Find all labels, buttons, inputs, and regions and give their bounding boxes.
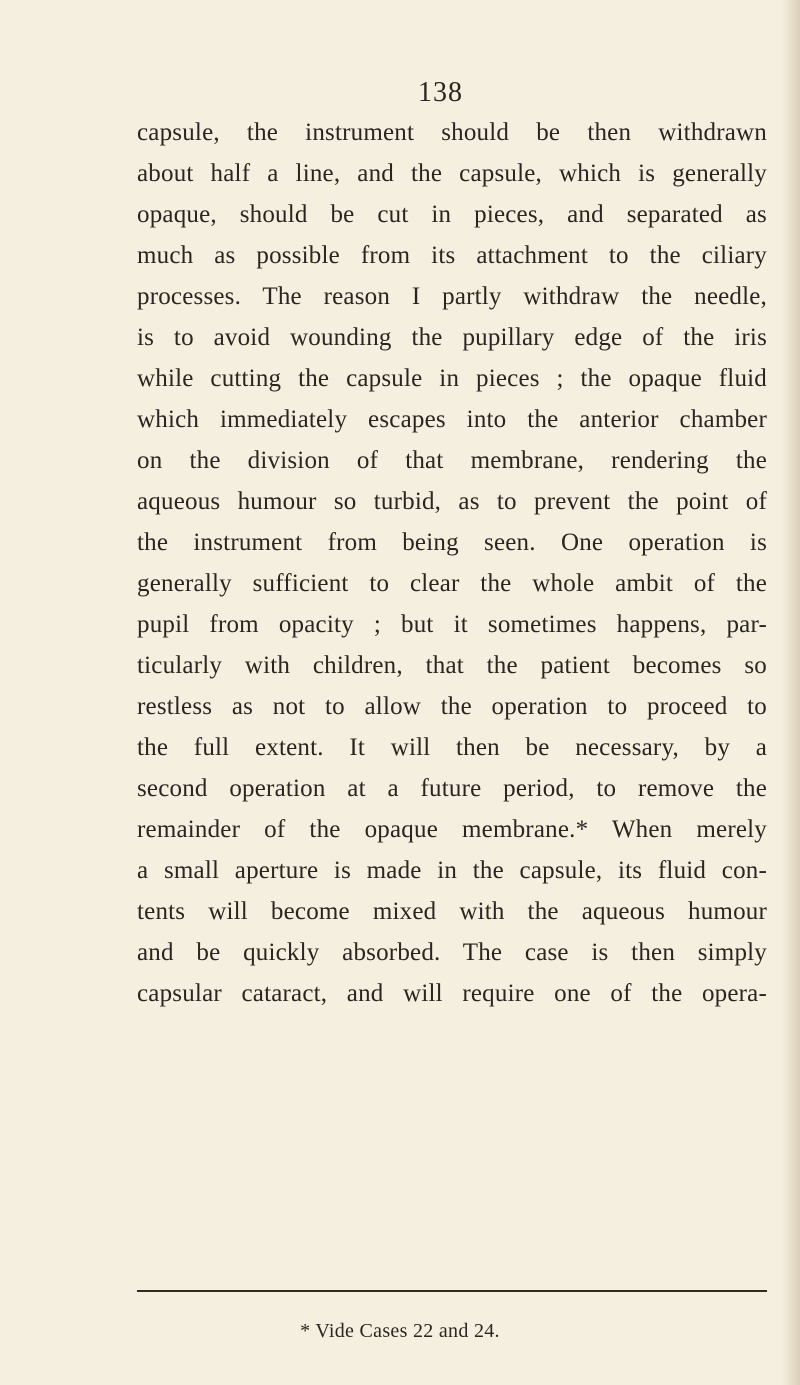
text-line: remainder of the opaque membrane.* When merely	[137, 816, 767, 843]
text-line: is to avoid wounding the pupillary edge of the iris	[137, 324, 767, 351]
text-line: opaque, should be cut in pieces, and separated as	[137, 201, 767, 228]
text-line: pupil from opacity ; but it sometimes happens, par-	[137, 611, 767, 638]
page-edge-shadow	[782, 0, 800, 1385]
text-line: capsular cataract, and will require one of the opera-	[137, 980, 767, 1007]
text-line: second operation at a future period, to remove the	[137, 775, 767, 802]
text-line: the full extent. It will then be necessary, by a	[137, 734, 767, 761]
text-line: about half a line, and the capsule, which is generally	[137, 160, 767, 187]
page-number: 138	[418, 77, 463, 108]
text-line: tents will become mixed with the aqueous humour	[137, 898, 767, 925]
text-line: which immediately escapes into the anterior chamber	[137, 406, 767, 433]
text-line: processes. The reason I partly withdraw the needle,	[137, 283, 767, 310]
text-line: much as possible from its attachment to the ciliary	[137, 242, 767, 269]
text-line: ticularly with children, that the patient becomes so	[137, 652, 767, 679]
text-line: a small aperture is made in the capsule, its fluid con-	[137, 857, 767, 884]
footnote-divider	[137, 1290, 767, 1292]
text-line: aqueous humour so turbid, as to prevent the point of	[137, 488, 767, 515]
text-line: while cutting the capsule in pieces ; the opaque fluid	[137, 365, 767, 392]
text-line: and be quickly absorbed. The case is then simply	[137, 939, 767, 966]
text-line: the instrument from being seen. One operation is	[137, 529, 767, 556]
footnote: * Vide Cases 22 and 24.	[300, 1320, 500, 1342]
body-text	[137, 112, 767, 1014]
text-line: on the division of that membrane, rendering the	[137, 447, 767, 474]
text-line: capsule, the instrument should be then withdrawn	[137, 119, 767, 146]
text-line: generally sufficient to clear the whole ambit of the	[137, 570, 767, 597]
text-line: restless as not to allow the operation to proceed to	[137, 693, 767, 720]
